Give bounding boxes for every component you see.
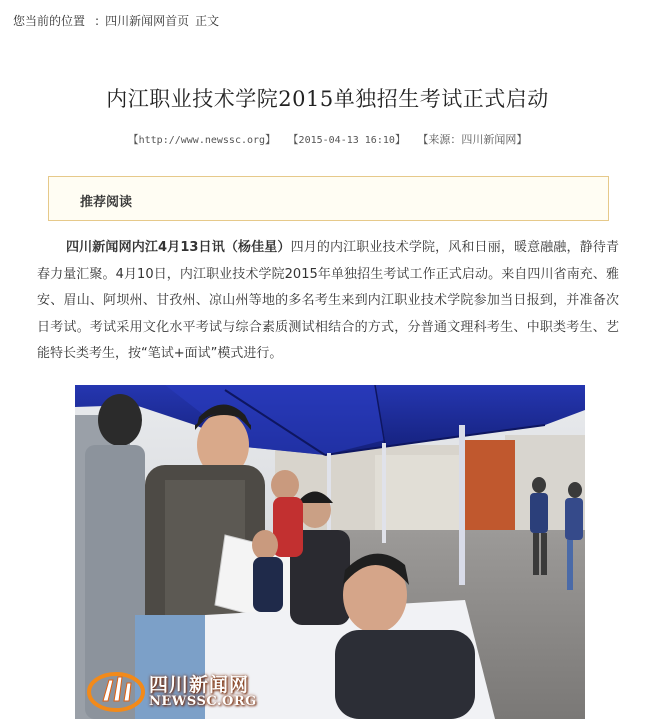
article-body [37,235,619,368]
article-meta [0,131,655,147]
article-lead: 四川新闻网内江4月13日讯（杨佳星） [66,240,291,255]
breadcrumb-prefix: 您当前的位置 [13,14,86,28]
registration-scene-image [75,385,585,719]
meta-source: 来源：四川新闻网 [428,133,517,146]
recommended-reading-label: 推荐阅读 [80,195,133,210]
newssc-logo-icon [87,671,145,713]
breadcrumb-separator: : [95,14,100,28]
article-photo [75,385,585,719]
newssc-watermark [87,671,257,713]
breadcrumb-home-link[interactable]: 四川新闻网首页 [105,14,190,28]
watermark-cn: 四川新闻网 [149,674,250,696]
meta-bracket-open: 【 [287,133,299,146]
breadcrumb-current: 正文 [195,14,220,28]
meta-bracket-close: 】 [265,133,277,146]
article-body-text: 四月的内江职业技术学院，风和日丽，暖意融融，静待青春力量汇聚。4月10日，内江职业技术学院2015年单独招生考试工作正式启动。来自四川省南充、雅安、眉山、阿坝州、甘孜州、凉山州等地的多名考生来到内江职业技术学院参加当日报到，并准备次日考试。考试采用文化水平考试与综合素质测试相结合的方式，分普通文理科考生、中职类考生、艺能特长类考生，按“笔试+面试”模式进行。 [37,240,619,361]
meta-bracket-open: 【 [127,133,139,146]
meta-bracket-close: 】 [394,133,406,146]
meta-bracket-open: 【 [417,133,429,146]
meta-bracket-close: 】 [516,133,528,146]
article-title: 内江职业技术学院2015单独招生考试正式启动 [106,87,549,111]
recommended-reading-box [48,176,609,221]
meta-url: http://www.newssc.org [138,135,266,146]
meta-date: 2015-04-13 16:10 [298,135,395,146]
breadcrumb [13,12,219,29]
watermark-en: NEWSSC.ORG [149,694,257,709]
